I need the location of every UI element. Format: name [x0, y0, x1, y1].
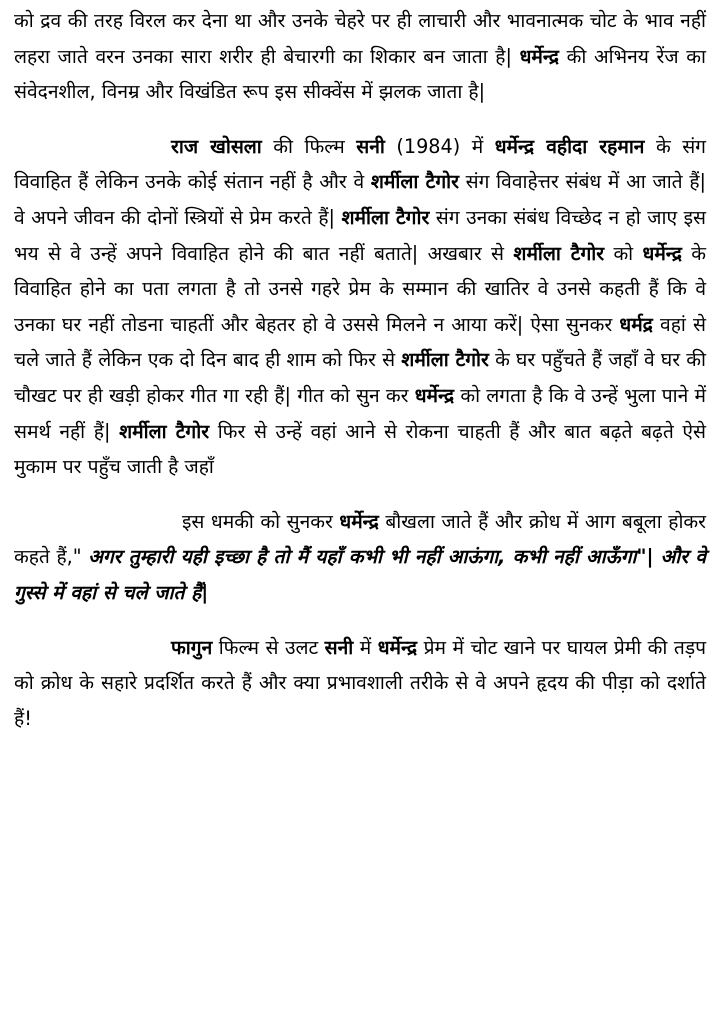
p3-seg-1: धर्मेन्द्र: [339, 509, 379, 533]
p1-seg-1: धर्मेन्द्र: [519, 44, 560, 68]
p2-seg-9: संग उनका संबंध विच्छेद न हो जाए इस भय से वे उन्हें अपने विवाहित होने की बात नहीं बताते| अखबार से: [14, 205, 706, 265]
p2-seg-11: को: [604, 241, 643, 265]
p2-seg-4: धर्मेन्द्र वहीदा रहमान: [494, 134, 645, 158]
p2-seg-1: की फिल्म: [261, 134, 357, 158]
p2-seg-16: शर्मीला टैगोर: [401, 348, 489, 372]
p4-seg-1: फिल्म से उलट: [212, 635, 325, 659]
p2-seg-21: फिर से उन्हें वहां आने से रोकना चाहती हैं और बात बढ़ते बढ़ते ऐसे मुकाम पर पहुँच जाती है जहाँ: [14, 419, 706, 479]
p2-seg-3: (1984) में: [384, 134, 495, 158]
p2-seg-17: के घर पहुँचते हैं जहाँ वे घर की चौखट पर ही खड़ी होकर गीत गा रही हैं| गीत को सुन कर: [14, 348, 706, 407]
p2-seg-0: राज खोसला: [171, 134, 262, 158]
paragraph-3: [14, 504, 706, 611]
paragraph-4: [14, 630, 706, 737]
p2-seg-15: वहां से चले जाते हैं लेकिन एक दो दिन बाद ही शाम को फिर से: [14, 312, 706, 372]
p4-seg-3: में: [353, 635, 378, 659]
p3-seg-2: बौखला जाते हैं और क्रोध में आग बबूला होकर कहते हैं,": [14, 509, 706, 569]
p4-seg-5: प्रेम में चोट खाने पर घायल प्रेमी की तड़प को क्रोध के सहारे प्रदर्शित करते हैं और क्या प्रभावशाली तरीके से वे अपने हृदय की पीड़ा को दर्शाते हैं!: [14, 635, 706, 730]
paragraph-1: [14, 0, 706, 110]
p4-seg-2: सनी: [324, 635, 354, 659]
p1-seg-2: की अभिनय रेंज का संवेदनशील, विनम्र और विखंडित रूप इस सीक्वेंस में झलक जाता है|: [14, 44, 706, 104]
p2-seg-7: संग विवाहेत्तर संबंध में आ जाते हैं| वे अपने जीवन की दोनों स्त्रियों से प्रेम करते हैं|: [14, 170, 706, 229]
p2-seg-5: के संग विवाहित हैं लेकिन उनके कोई संतान नहीं है और वे: [14, 134, 706, 194]
p2-seg-20: शर्मीला टैगोर: [119, 419, 210, 443]
p2-seg-12: धर्मेन्द्र: [642, 241, 682, 265]
p2-seg-13: के विवाहित होने का पता लगता है तो उनसे गहरे प्रेम के सम्मान की खातिर वे उनसे कहती हैं कि वे उनका घर नहीं तोडना चाहतीं और बेहतर हो वे उससे मिलने न आया करें| ऐसा सुनकर: [14, 241, 707, 336]
p3-seg-0: इस धमकी को सुनकर: [182, 509, 340, 533]
p2-seg-10: शर्मीला टैगोर: [513, 241, 605, 265]
p2-seg-6: शर्मीला टैगोर: [370, 170, 459, 194]
document-page: [14, 0, 706, 736]
p3-quote: अगर तुम्हारी यही इच्छा है तो मैं यहाँ कभी भी नहीं आऊंगा, कभी नहीं आऊँगा"| और वे गुस्से में वहां से चले जाते हैं|: [14, 545, 706, 604]
p4-seg-4: धर्मेन्द्र: [377, 635, 418, 659]
p2-seg-14: धर्मद्र: [619, 312, 653, 336]
p2-seg-18: धर्मेन्द्र: [414, 383, 455, 407]
p2-seg-8: शर्मीला टैगोर: [341, 205, 430, 229]
p4-seg-0: फागुन: [171, 635, 213, 659]
p2-seg-2: सनी: [356, 134, 385, 158]
paragraph-2: [14, 129, 706, 485]
p2-seg-19: को लगता है कि वे उन्हें भुला पाने में समर्थ नहीं हैं|: [14, 383, 706, 443]
p1-seg-0: को द्रव की तरह विरल कर देना था और उनके चेहरे पर ही लाचारी और भावनात्मक चोट के भाव नहीं लहरा जाते वरन उनका सारा शरीर ही बेचारगी का शिकार बन जाता है|: [14, 9, 706, 68]
